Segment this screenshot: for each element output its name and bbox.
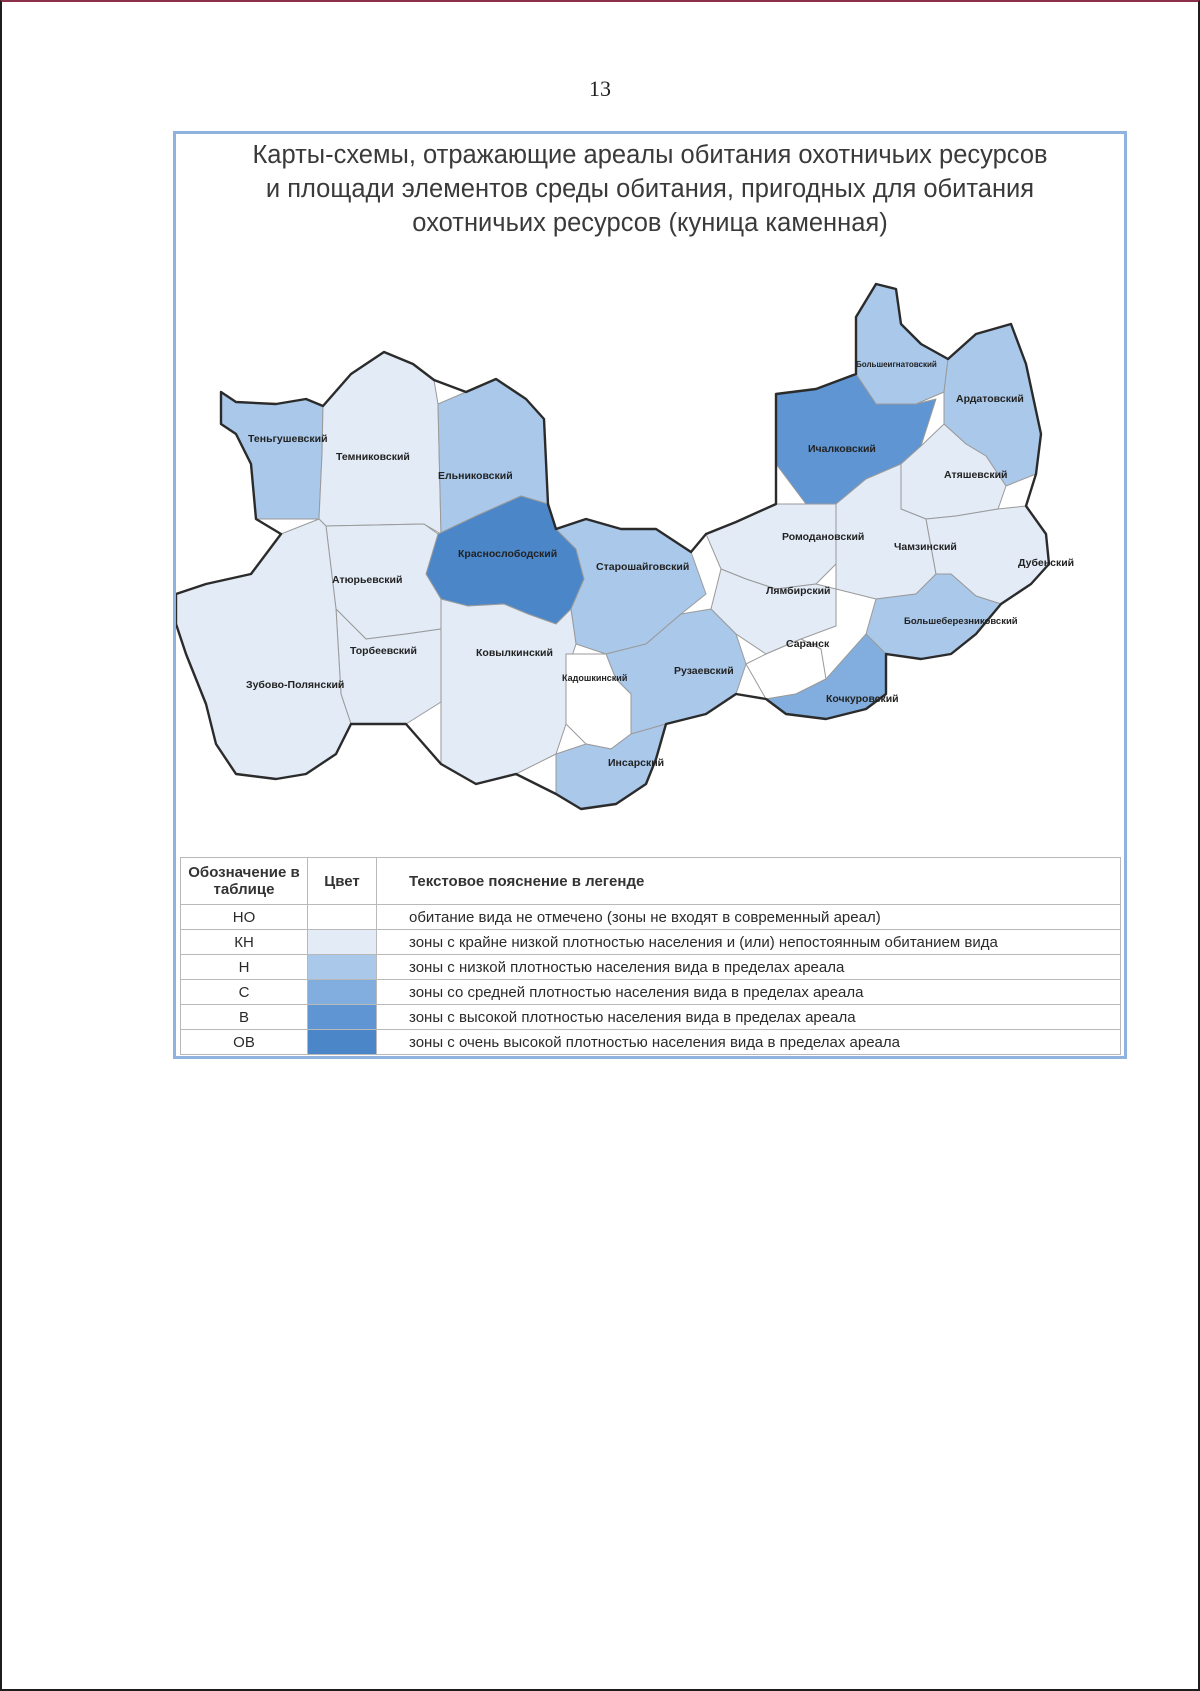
region-bolsheignatovsky (856, 284, 948, 404)
page-number: 13 (589, 76, 611, 101)
legend-code: Н (181, 955, 308, 980)
legend-row (181, 930, 1121, 955)
region-label: Саранск (786, 638, 830, 650)
legend-text: зоны с высокой плотностью населения вида в пределах ареала (377, 1005, 1121, 1030)
map-frame (173, 131, 1127, 1059)
legend-swatch (308, 905, 377, 930)
legend-swatch (308, 930, 377, 955)
legend-row (181, 1030, 1121, 1055)
legend-text: обитание вида не отмечено (зоны не входят в современный ареал) (377, 905, 1121, 930)
region-label: Лямбирский (766, 585, 831, 597)
legend-row (181, 980, 1121, 1005)
legend-header-code: Обозначение в таблице (181, 858, 308, 905)
map-title-line: охотничьих ресурсов (куница каменная) (412, 209, 888, 237)
legend-header-row (181, 858, 1121, 905)
legend-table (180, 857, 1121, 1055)
legend-row (181, 1005, 1121, 1030)
legend-code: ОВ (181, 1030, 308, 1055)
legend-swatch (308, 1005, 377, 1030)
region-tengushevsky (221, 392, 323, 519)
legend-swatch (308, 1030, 377, 1055)
region-label: Атюрьевский (332, 574, 403, 586)
legend-swatch (308, 955, 377, 980)
region-label: Ардатовский (956, 393, 1024, 405)
region-label: Зубово-Полянский (246, 679, 345, 691)
region-temnikovsky (319, 352, 441, 534)
region-label: Ковылкинский (476, 647, 553, 659)
region-label: Атяшевский (944, 469, 1008, 481)
region-label: Инсарский (608, 757, 665, 769)
legend-header-text: Текстовое пояснение в легенде (377, 858, 1121, 905)
region-label: Старошайговский (596, 561, 690, 573)
region-label: Кочкуровский (826, 693, 899, 705)
region-label: Теньгушевский (248, 433, 328, 445)
region-label: Ичалковский (808, 443, 876, 455)
region-label: Дубенский (1018, 557, 1075, 569)
region-label: Рузаевский (674, 665, 734, 677)
legend-text: зоны с низкой плотностью населения вида в пределах ареала (377, 955, 1121, 980)
region-label: Чамзинский (894, 541, 957, 553)
legend-code: В (181, 1005, 308, 1030)
region-label: Большеигнатовский (856, 360, 937, 369)
legend-row (181, 905, 1121, 930)
region-label: Темниковский (336, 451, 410, 463)
map-title-line: Карты-схемы, отражающие ареалы обитания охотничьих ресурсов (252, 141, 1048, 169)
region-label: Ельниковский (438, 470, 513, 482)
legend-swatch (308, 980, 377, 1005)
region-label: Ромодановский (782, 531, 865, 543)
legend-code: С (181, 980, 308, 1005)
map-title-line: и площади элементов среды обитания, пригодных для обитания (265, 175, 1035, 203)
legend-text: зоны с очень высокой плотностью населения вида в пределах ареала (377, 1030, 1121, 1055)
legend-text: зоны со средней плотностью населения вида в пределах ареала (377, 980, 1121, 1005)
region-label: Большеберезниковский (904, 616, 1018, 627)
region-label: Торбеевский (350, 645, 417, 657)
legend-code: КН (181, 930, 308, 955)
region-label: Кадошкинский (562, 673, 628, 683)
legend-text: зоны с крайне низкой плотностью населения и (или) непостоянным обитанием вида (377, 930, 1121, 955)
region-label: Краснослободский (458, 548, 558, 560)
legend-code: НО (181, 905, 308, 930)
mordovia-map (176, 134, 1124, 854)
legend-row (181, 955, 1121, 980)
legend-header-color: Цвет (308, 858, 377, 905)
